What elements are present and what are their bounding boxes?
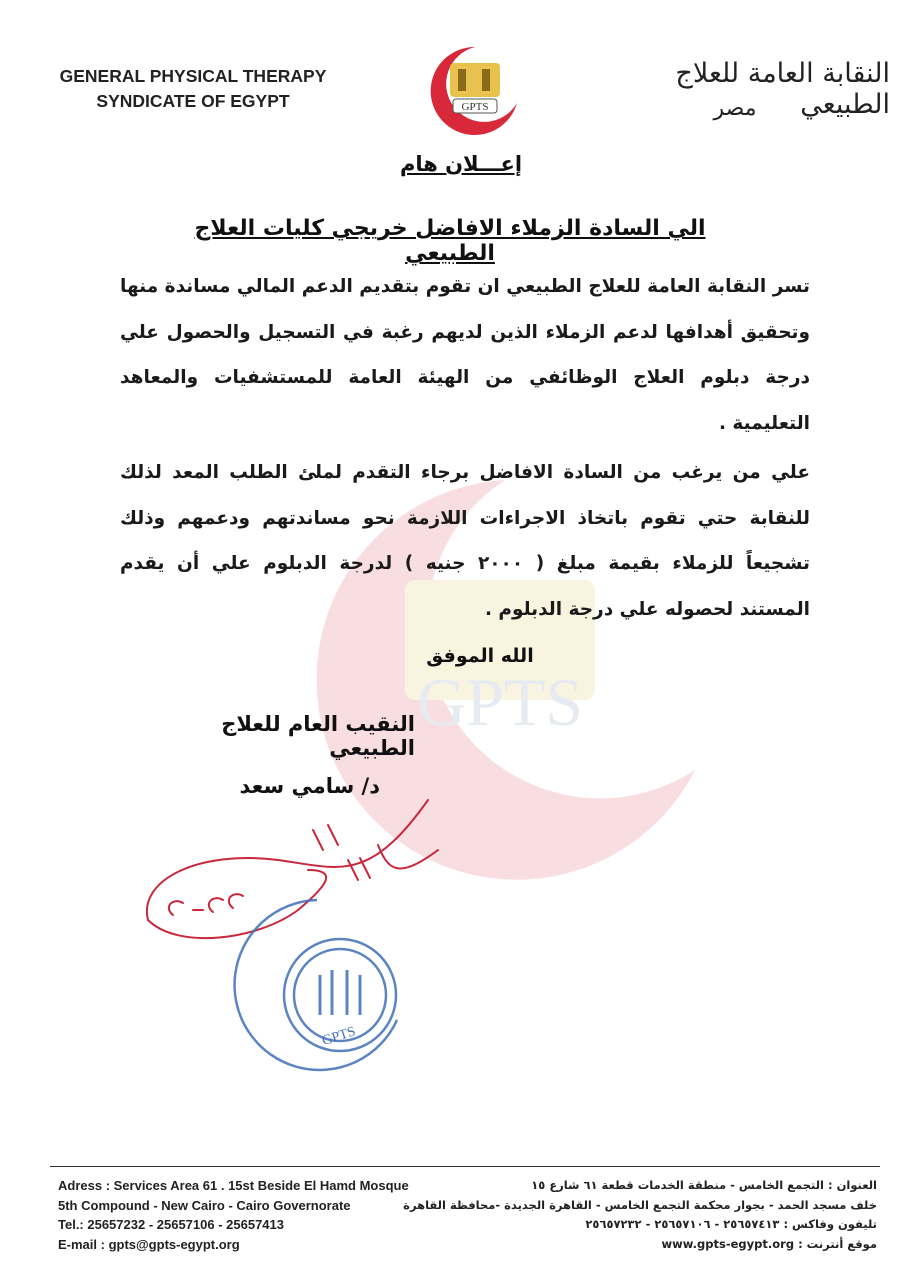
logo-text: GPTS [461,101,489,113]
footer-ar-website[interactable]: موقع أنترنت : www.gpts-egypt.org [661,1236,877,1251]
org-name-en: GENERAL PHYSICAL THERAPY SYNDICATE OF EGYPT [59,66,327,111]
footer-arabic [403,1176,877,1254]
footer-divider [50,1166,880,1167]
footer-english [58,1176,458,1254]
logo-emblem-icon [450,63,500,97]
footer-email[interactable]: E-mail : gpts@gpts-egypt.org [58,1236,240,1252]
org-name-ar: النقابة العامة للعلاج الطبيعي [675,58,890,120]
footer-ar-address-line-1: العنوان : التجمع الخامس - منطقة الخدمات قطعة ٦١ شارع ١٥ [531,1178,877,1192]
country-ar: مصر [713,96,757,121]
paragraph-2: علي من يرغب من السادة الافاضل برجاء التقدم لملئ الطلب المعد لذلك للنقابة حتي تقوم باتخاذ الاجراءات اللازمة نحو مساندتهم ودعمهم وذلك تشجيعاً للزملاء بقيمة مبلغ ( ٢٠٠٠ جنيه ) لدرجة الدبلوم علي أن يقدم المستند لحصوله علي درجة الدبلوم . [120,462,810,620]
footer-address-line-1: Adress : Services Area 61 . 15st Beside El Hamd Mosque [58,1178,409,1193]
footer-ar-telephone: تليفون وفاكس : ٢٥٦٥٧٤١٣ - ٢٥٦٥٧١٠٦ - ٢٥٦٥٧٢٣٢ [585,1217,877,1231]
watermark-text: GPTS [416,664,584,740]
closing-phrase: الله الموفق [426,645,534,667]
footer-ar-address-line-2: خلف مسجد الحمد - بجوار محكمة التجمع الخامس - القاهرة الجديدة -محافظة القاهرة [403,1197,877,1212]
announcement-title: إعـــلان هام [399,152,523,176]
gpts-logo [420,45,520,135]
official-stamp [232,890,402,1090]
paragraph-1: تسر النقابة العامة للعلاج الطبيعي ان تقوم بتقديم الدعم المالي مساندة منها وتحقيق أهدافها لدعم الزملاء الذين لديهم رغبة في التسجيل والحصول علي درجة دبلوم العلاج الوظائفي من الهيئة العامة للمستشفيات والمعاهد التعليمية . [120,276,810,434]
stamp-text: GPTS [320,1024,358,1050]
signatory-title: النقيب العام للعلاج الطبيعي [221,712,415,760]
footer-telephone: Tel.: 25657232 - 25657106 - 25657413 [58,1217,284,1232]
signatory-name: د/ سامي سعد [239,774,380,798]
addressee-line: الي السادة الزملاء الافاضل خريجي كليات العلاج الطبيعي [194,216,706,266]
footer-address-line-2: 5th Compound - New Cairo - Cairo Governorate [58,1197,351,1213]
